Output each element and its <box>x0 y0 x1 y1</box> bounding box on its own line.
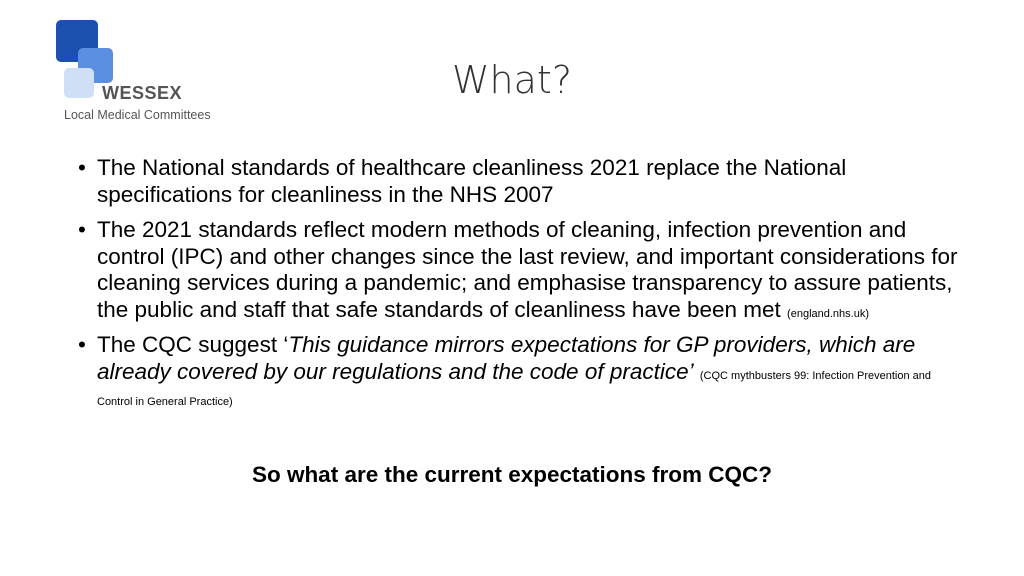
bullet-item <box>76 155 966 208</box>
source-citation: (CQC mythbusters 99: Infection Prevention and Control in General Practice) <box>97 369 932 408</box>
bullet-lead-text: The CQC suggest ‘ <box>97 332 289 357</box>
bullet-item <box>76 332 966 412</box>
bullet-text: The 2021 standards reflect modern methods of cleaning, infection prevention and control (IPC) and other changes since the last review, and important considerations for cleaning services during a pandemic; and emphasise transparency to assure patients, the public and staff that safe standards of cleanliness have been met <box>97 217 958 322</box>
closing-question: So what are the current expectations from CQC? <box>251 462 773 487</box>
quoted-text: This guidance mirrors expectations for GP providers, which are already covered by our regulations and the code of practice’ <box>97 332 916 384</box>
bullet-list <box>76 155 966 421</box>
bullet-item <box>76 217 966 323</box>
source-citation: (england.nhs.uk) <box>787 307 869 320</box>
bullet-text: The National standards of healthcare cleanliness 2021 replace the National specifications for cleanliness in the NHS 2007 <box>97 155 847 207</box>
logo-subtitle: Local Medical Committees <box>64 108 211 122</box>
logo-name: WESSEX <box>102 83 183 103</box>
slide-title: What? <box>451 58 572 102</box>
